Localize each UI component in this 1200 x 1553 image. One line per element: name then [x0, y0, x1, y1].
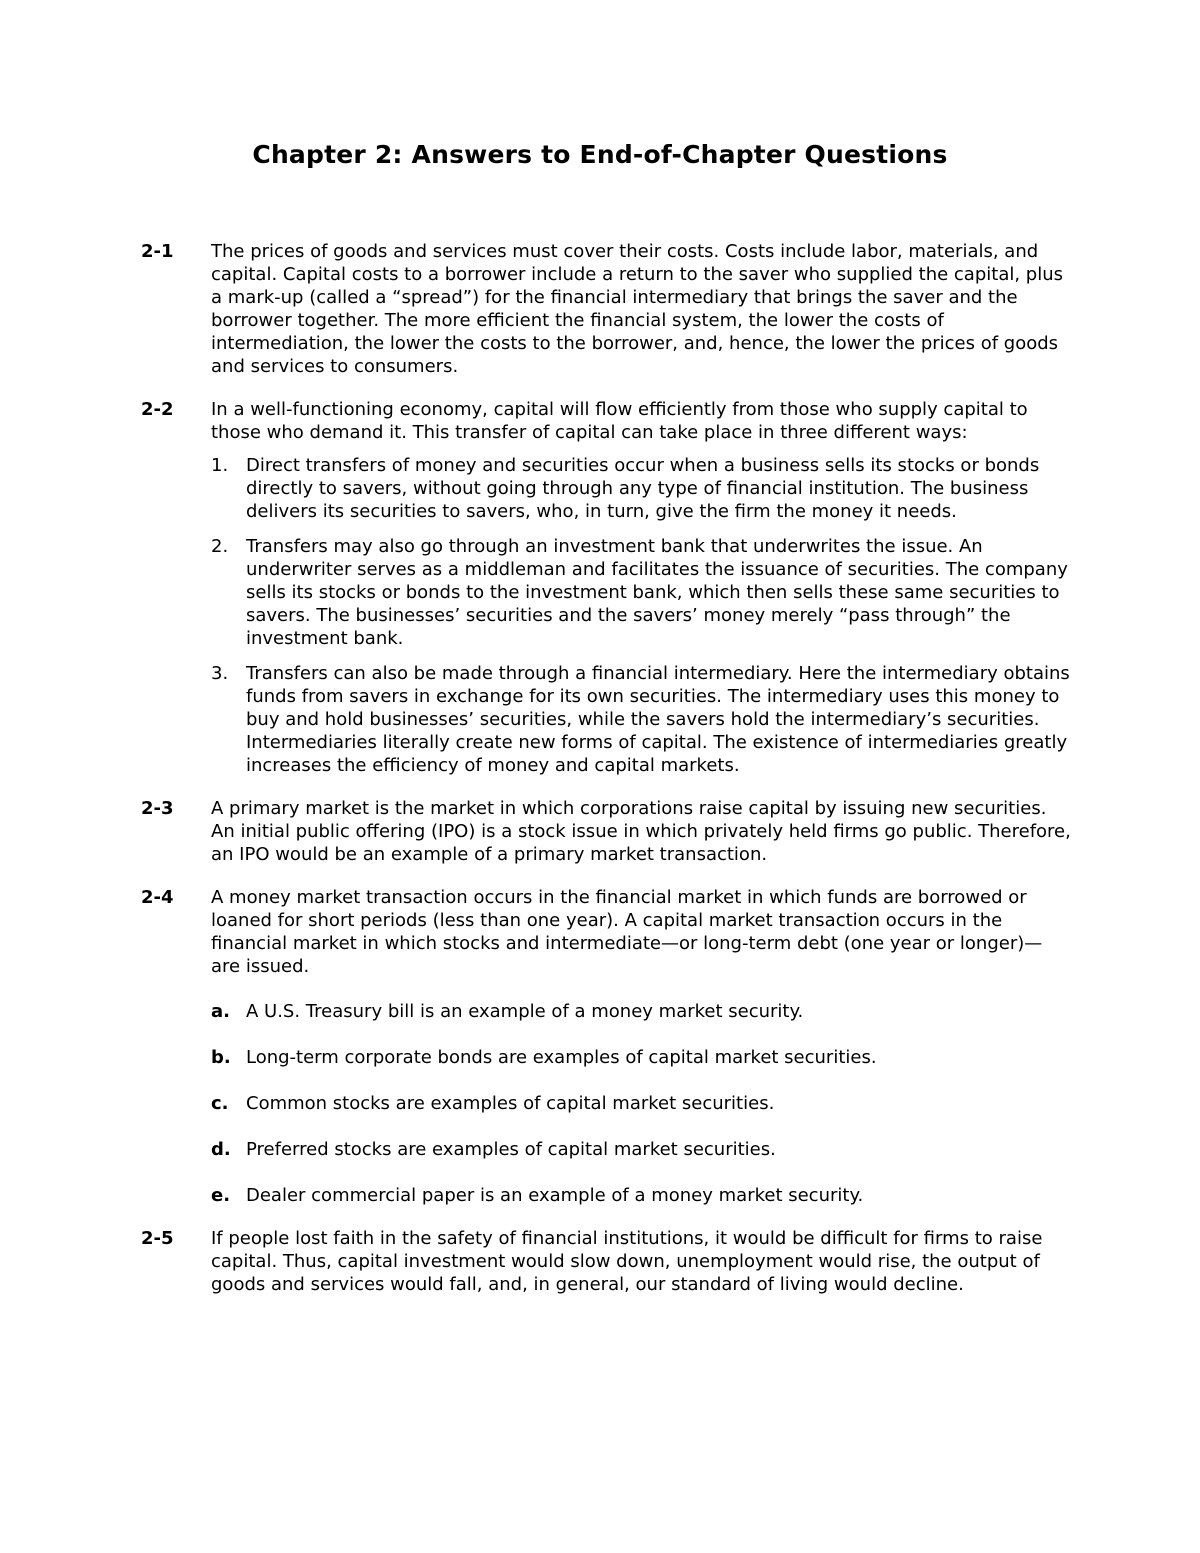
question-2-4 [141, 886, 1071, 1207]
question-answer-text: A primary market is the market in which corporations raise capital by issuing new securities. An initial public offering (IPO) is a stock issue in which privately held firms go public. Therefore, an IPO would be an example of a primary market transaction. [211, 798, 1071, 865]
list-item [211, 1138, 1071, 1161]
list-item-letter: e. [211, 1185, 231, 1206]
question-number: 2-4 [141, 887, 174, 908]
list-item-letter: b. [211, 1047, 231, 1068]
list-item [211, 1000, 1071, 1023]
list-item-text: Dealer commercial paper is an example of a money market security. [246, 1185, 864, 1206]
list-item-number: 1. [211, 455, 229, 476]
list-item-letter: c. [211, 1093, 229, 1114]
list-item-text: Transfers can also be made through a financial intermediary. Here the intermediary obtains funds from savers in exchange for its own securities. The intermediary uses this money to buy and hold businesses’ securities, while the savers hold the intermediary’s securities. Intermediaries literally create new forms of capital. The existence of intermediaries greatly increases the efficiency of money and capital markets. [246, 663, 1070, 776]
question-2-2 [141, 398, 1071, 777]
question-answer-text: A money market transaction occurs in the financial market in which funds are borrowed or loaned for short periods (less than one year). A capital market transaction occurs in the financial market in which stocks and intermediate—or long-term debt (one year or longer)—are issued. [211, 887, 1043, 977]
question-number: 2-5 [141, 1228, 174, 1249]
list-item-text: Long-term corporate bonds are examples of capital market securities. [246, 1047, 877, 1068]
list-item [211, 1092, 1071, 1115]
question-number: 2-2 [141, 399, 174, 420]
question-list [141, 240, 1071, 1316]
question-answer-text: The prices of goods and services must cover their costs. Costs include labor, materials, and capital. Capital costs to a borrower include a return to the saver who supplied the capital, plus a mark-up (called a “spread”) for the financial intermediary that brings the saver and the borrower together. The more efficient the financial system, the lower the costs of intermediation, the lower the costs to the borrower, and, hence, the lower the prices of goods and services to consumers. [211, 241, 1064, 377]
question-2-3 [141, 797, 1071, 866]
list-item-text: Preferred stocks are examples of capital market securities. [246, 1139, 776, 1160]
list-item-text: Direct transfers of money and securities occur when a business sells its stocks or bonds directly to savers, without going through any type of financial institution. The business delivers its securities to savers, who, in turn, give the firm the money it needs. [246, 455, 1040, 522]
list-item-number: 2. [211, 536, 229, 557]
list-item-letter: d. [211, 1139, 231, 1160]
list-item [211, 1184, 1071, 1207]
page-title: Chapter 2: Answers to End-of-Chapter Questions [252, 140, 948, 169]
numbered-list [211, 454, 1071, 777]
question-answer-text: If people lost faith in the safety of financial institutions, it would be difficult for firms to raise capital. Thus, capital investment would slow down, unemployment would rise, the output of goods and services would fall, and, in general, our standard of living would decline. [211, 1228, 1043, 1295]
list-item [211, 662, 1071, 777]
question-2-1 [141, 240, 1071, 378]
question-2-5 [141, 1227, 1071, 1296]
list-item-text: Common stocks are examples of capital market securities. [246, 1093, 775, 1114]
question-number: 2-1 [141, 241, 174, 262]
list-item [211, 454, 1071, 523]
list-item [211, 1046, 1071, 1069]
question-answer-text: In a well-functioning economy, capital will flow efficiently from those who supply capital to those who demand it. This transfer of capital can take place in three different ways: [211, 399, 1028, 443]
list-item-text: A U.S. Treasury bill is an example of a money market security. [246, 1001, 804, 1022]
lettered-list [211, 1000, 1071, 1207]
list-item-number: 3. [211, 663, 229, 684]
list-item [211, 535, 1071, 650]
list-item-letter: a. [211, 1001, 230, 1022]
list-item-text: Transfers may also go through an investment bank that underwrites the issue. An underwriter serves as a middleman and facilitates the issuance of securities. The company sells its stocks or bonds to the investment bank, which then sells these same securities to savers. The businesses’ securities and the savers’ money merely “pass through” the investment bank. [246, 536, 1068, 649]
question-number: 2-3 [141, 798, 174, 819]
